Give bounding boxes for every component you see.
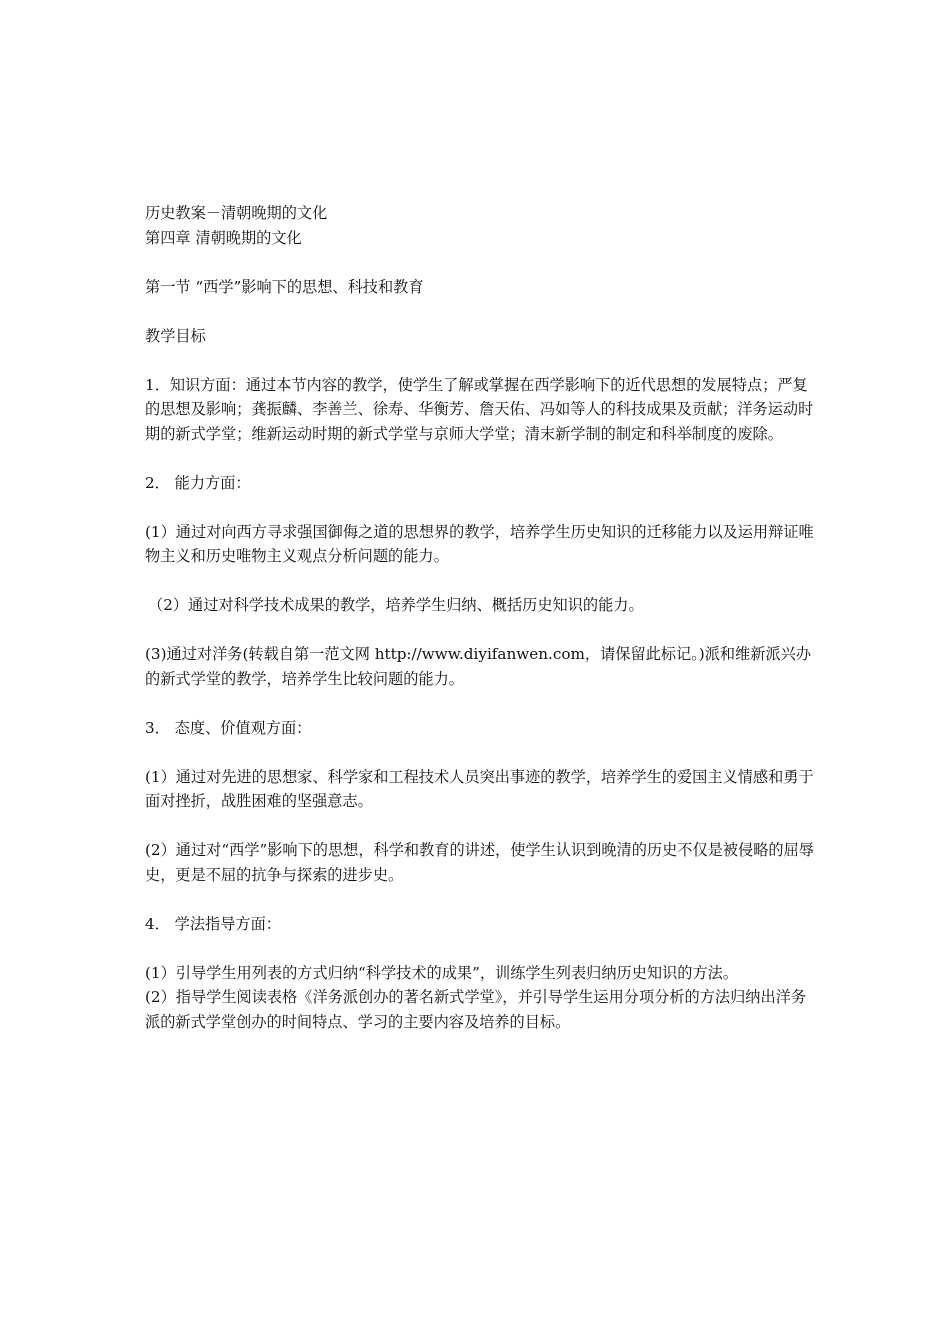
document-title: 历史教案－清朝晚期的文化: [145, 204, 328, 222]
method-item-2: (2）指导学生阅读表格《洋务派创办的著名新式学堂》，并引导学生运用分项分析的方法归纳出洋务派的新式学堂创办的时间特点、学习的主要内容及培养的目标。: [145, 988, 807, 1031]
method-item-1: (1）引导学生用列表的方式归纳“科学技术的成果”，训练学生列表归纳历史知识的方法。: [145, 963, 739, 982]
chapter-title: 第四章 清朝晚期的文化: [145, 228, 302, 247]
spacer: [145, 348, 815, 373]
attitude-heading: 3． 态度、价值观方面：: [145, 718, 312, 737]
spacer: [145, 446, 815, 471]
ability-heading: 2． 能力方面：: [145, 473, 251, 492]
ability-item-2: （2）通过对科学技术成果的教学，培养学生归纳、概括历史知识的能力。: [148, 596, 644, 614]
spacer: [145, 814, 815, 839]
method-heading: 4． 学法指导方面：: [145, 914, 281, 933]
spacer: [145, 495, 815, 520]
document-body: [145, 201, 815, 1034]
spacer: [145, 691, 815, 716]
spacer: [145, 299, 815, 324]
spacer: [145, 618, 815, 643]
goals-heading: 教学目标: [145, 326, 206, 345]
section-title: 第一节 “西学”影响下的思想、科技和教育: [145, 277, 424, 296]
knowledge-paragraph: 1．知识方面：通过本节内容的教学，使学生了解或掌握在西学影响下的近代思想的发展特点；严复的思想及影响；龚振麟、李善兰、徐寿、华衡芳、詹天佑、冯如等人的科技成果及贡献；洋务运动时期的新式学堂；维新运动时期的新式学堂与京师大学堂；清末新学制的制定和科举制度的废除。: [145, 375, 814, 443]
ability-item-3: (3)通过对洋务(转载自第一范文网 http://www.diyifanwen.com，请保留此标记。)派和维新派兴办的新式学堂的教学，培养学生比较问题的能力。: [145, 645, 812, 688]
spacer: [145, 740, 815, 765]
spacer: [145, 887, 815, 912]
attitude-item-1: (1）通过对先进的思想家、科学家和工程技术人员突出事迹的教学，培养学生的爱国主义情感和勇于面对挫折，战胜困难的坚强意志。: [145, 767, 814, 810]
spacer: [145, 250, 815, 275]
attitude-item-2: (2）通过对“西学”影响下的思想，科学和教育的讲述，使学生认识到晚清的历史不仅是被侵略的屈辱史，更是不屈的抗争与探索的进步史。: [145, 841, 814, 884]
spacer: [145, 936, 815, 961]
spacer: [145, 569, 815, 594]
ability-item-1: (1）通过对向西方寻求强国御侮之道的思想界的教学，培养学生历史知识的迁移能力以及运用辩证唯物主义和历史唯物主义观点分析问题的能力。: [145, 522, 814, 565]
